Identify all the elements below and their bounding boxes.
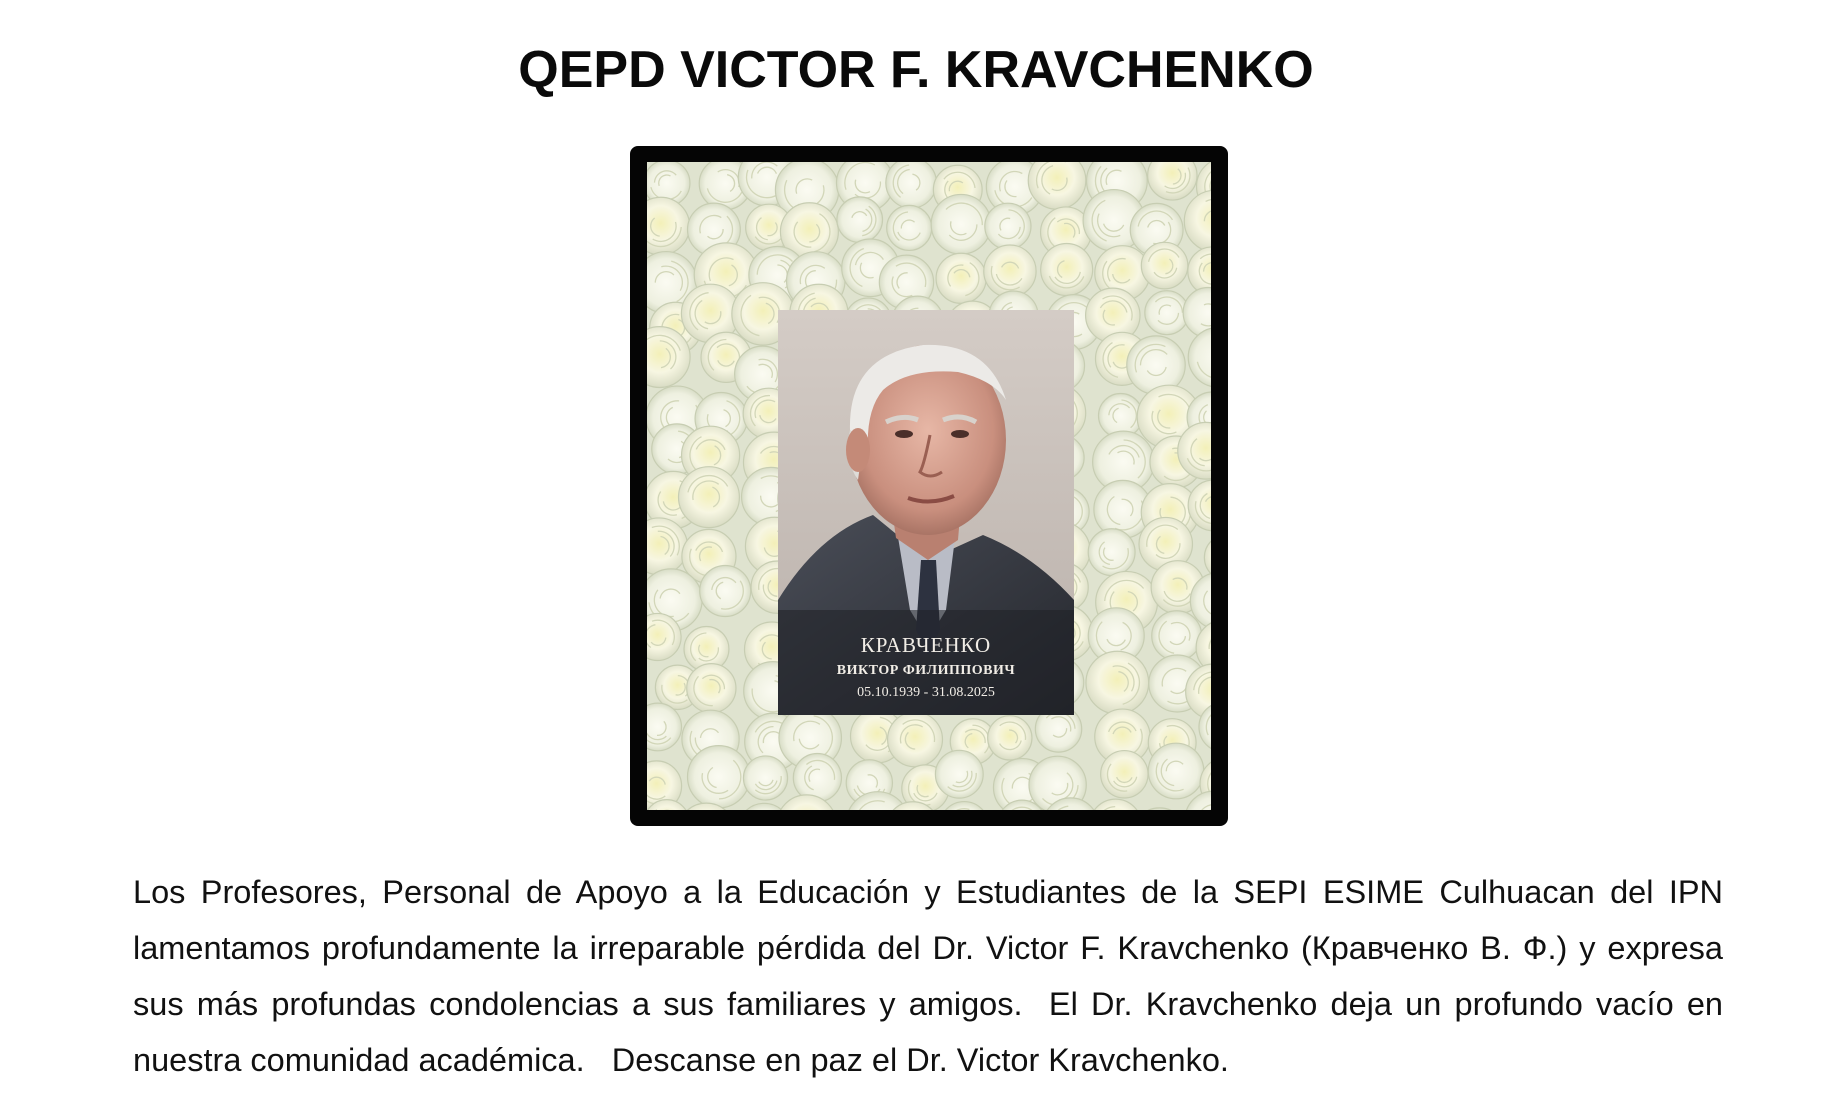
condolence-paragraph: Los Profesores, Personal de Apoyo a la Educación y Estudiantes de la SEPI ESIME Culhuacan del IPN lamentamos profundamente la irreparable pérdida del Dr. Victor F. Kravchenko (Кравченко В. Ф.) y expresa sus más profundas condolencias a sus familiares y amigos. El Dr. Kravchenko deja un profundo vacío en nuestra comunidad académica. Descanse en paz el Dr. Victor Kravchenko. (133, 874, 1733, 1078)
rose-icon (1088, 529, 1135, 576)
rose-icon (931, 194, 991, 254)
rose-icon (700, 566, 751, 617)
rose-icon (687, 664, 736, 713)
rose-icon (936, 253, 986, 303)
rose-icon (793, 754, 841, 802)
rose-icon (1145, 291, 1189, 335)
photo-caption-surname: КРАВЧЕНКО (860, 633, 992, 657)
memorial-photo-frame (630, 146, 1228, 826)
rose-icon (1041, 243, 1093, 295)
rose-icon (1086, 651, 1149, 714)
rose-icon (743, 756, 787, 800)
portrait-photo (778, 310, 1074, 715)
rose-icon (886, 162, 937, 208)
page-title: QEPD VICTOR F. KRAVCHENKO (518, 41, 1314, 99)
rose-icon (1141, 242, 1188, 289)
rose-icon (985, 203, 1031, 249)
rose-icon (984, 245, 1036, 297)
photo-caption-dates: 05.10.1939 - 31.08.2025 (857, 685, 995, 700)
rose-icon (1152, 611, 1202, 661)
rose-icon (687, 746, 749, 808)
rose-icon (935, 750, 983, 798)
rose-icon (837, 197, 883, 243)
rose-icon (887, 205, 932, 250)
rose-icon (888, 712, 943, 767)
rose-icon (1148, 743, 1204, 799)
white-roses-wreath (647, 162, 1211, 810)
rose-icon (988, 716, 1032, 760)
rose-icon (1101, 751, 1148, 798)
rose-icon (679, 467, 740, 528)
photo-caption-given-names: ВИКТОР ФИЛИППОВИЧ (836, 663, 1016, 678)
